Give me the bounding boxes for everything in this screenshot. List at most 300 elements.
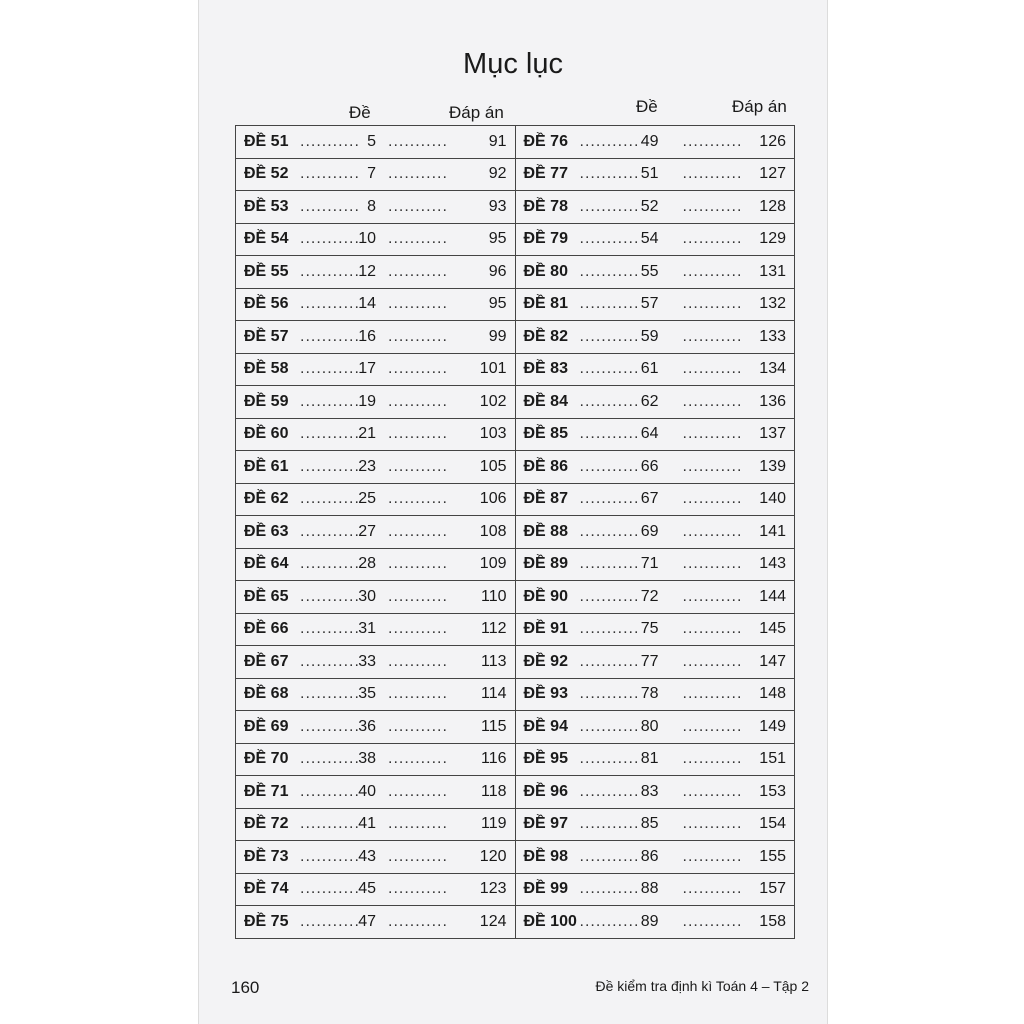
table-row bbox=[236, 613, 795, 646]
table-row bbox=[236, 386, 795, 419]
exam-code: ĐỀ 59 bbox=[244, 392, 289, 410]
exam-code: ĐỀ 92 bbox=[523, 652, 568, 670]
dot-leader: ........... bbox=[388, 880, 448, 898]
dot-leader: ........... bbox=[300, 815, 360, 833]
toc-entry-left bbox=[236, 548, 516, 581]
exam-code: ĐỀ 71 bbox=[244, 782, 289, 800]
toc-entry-right bbox=[515, 483, 795, 516]
exam-code: ĐỀ 57 bbox=[244, 327, 289, 345]
toc-entry-left bbox=[236, 613, 516, 646]
dot-leader: ........... bbox=[579, 132, 640, 150]
dot-leader: ........... bbox=[579, 327, 640, 345]
dot-leader: ........... bbox=[579, 457, 640, 475]
table-row bbox=[236, 678, 795, 711]
dot-leader: ........... bbox=[300, 620, 360, 638]
exam-code: ĐỀ 89 bbox=[523, 555, 568, 573]
toc-entry-left bbox=[236, 841, 516, 874]
answer-page: 102 bbox=[479, 392, 507, 410]
exam-code: ĐỀ 55 bbox=[244, 262, 289, 280]
dot-leader: ........... bbox=[388, 587, 448, 605]
dot-leader: ........... bbox=[388, 750, 448, 768]
dot-leader: ........... bbox=[682, 847, 743, 865]
table-row bbox=[236, 191, 795, 224]
dot-leader: ........... bbox=[388, 685, 448, 703]
exam-code: ĐỀ 79 bbox=[523, 230, 568, 248]
table-row bbox=[236, 808, 795, 841]
table-row bbox=[236, 873, 795, 906]
exam-code: ĐỀ 64 bbox=[244, 555, 289, 573]
question-page: 25 bbox=[358, 490, 376, 508]
toc-entry-right bbox=[515, 841, 795, 874]
dot-leader: ........... bbox=[682, 555, 743, 573]
exam-code: ĐỀ 100 bbox=[523, 912, 577, 930]
answer-page: 154 bbox=[759, 815, 786, 833]
dot-leader: ........... bbox=[300, 197, 360, 215]
dot-leader: ........... bbox=[300, 847, 360, 865]
dot-leader: ........... bbox=[579, 782, 640, 800]
dot-leader: ........... bbox=[300, 165, 360, 183]
exam-code: ĐỀ 65 bbox=[244, 587, 289, 605]
dot-leader: ........... bbox=[682, 912, 743, 930]
dot-leader: ........... bbox=[579, 717, 640, 735]
answer-page: 149 bbox=[759, 717, 786, 735]
page-title: Mục lục bbox=[463, 48, 563, 80]
question-page: 27 bbox=[358, 522, 376, 540]
question-page: 54 bbox=[640, 230, 659, 248]
dot-leader: ........... bbox=[300, 880, 360, 898]
dot-leader: ........... bbox=[579, 425, 640, 443]
answer-page: 103 bbox=[479, 425, 507, 443]
answer-page: 99 bbox=[488, 327, 507, 345]
toc-entry-right bbox=[515, 223, 795, 256]
dot-leader: ........... bbox=[388, 360, 448, 378]
answer-page: 140 bbox=[759, 490, 786, 508]
toc-entry-left bbox=[236, 288, 516, 321]
toc-entry-left bbox=[236, 386, 516, 419]
exam-code: ĐỀ 86 bbox=[523, 457, 568, 475]
dot-leader: ........... bbox=[579, 197, 640, 215]
exam-code: ĐỀ 94 bbox=[523, 717, 568, 735]
answer-page: 105 bbox=[479, 457, 507, 475]
dot-leader: ........... bbox=[388, 392, 448, 410]
document-page bbox=[198, 0, 828, 1024]
question-page: 59 bbox=[640, 327, 659, 345]
dot-leader: ........... bbox=[388, 815, 448, 833]
question-page: 89 bbox=[640, 912, 659, 930]
dot-leader: ........... bbox=[682, 197, 743, 215]
toc-entry-right bbox=[515, 386, 795, 419]
exam-code: ĐỀ 56 bbox=[244, 295, 289, 313]
answer-page: 123 bbox=[479, 880, 507, 898]
toc-entry-left bbox=[236, 743, 516, 776]
toc-entry-left bbox=[236, 191, 516, 224]
dot-leader: ........... bbox=[300, 132, 360, 150]
question-page: 88 bbox=[640, 880, 659, 898]
toc-entry-left bbox=[236, 256, 516, 289]
table-row bbox=[236, 223, 795, 256]
question-page: 49 bbox=[640, 132, 659, 150]
question-page: 38 bbox=[358, 750, 376, 768]
dot-leader: ........... bbox=[682, 685, 743, 703]
dot-leader: ........... bbox=[579, 165, 640, 183]
dot-leader: ........... bbox=[579, 847, 640, 865]
question-page: 86 bbox=[640, 847, 659, 865]
dot-leader: ........... bbox=[388, 425, 448, 443]
dot-leader: ........... bbox=[388, 847, 448, 865]
question-page: 51 bbox=[640, 165, 659, 183]
dot-leader: ........... bbox=[300, 490, 360, 508]
answer-page: 129 bbox=[759, 230, 786, 248]
dot-leader: ........... bbox=[300, 230, 360, 248]
table-row bbox=[236, 256, 795, 289]
table-row bbox=[236, 288, 795, 321]
question-page: 85 bbox=[640, 815, 659, 833]
toc-entry-left bbox=[236, 353, 516, 386]
dot-leader: ........... bbox=[682, 425, 743, 443]
dot-leader: ........... bbox=[579, 750, 640, 768]
table-row bbox=[236, 451, 795, 484]
question-page: 21 bbox=[358, 425, 376, 443]
table-row bbox=[236, 158, 795, 191]
question-page: 30 bbox=[358, 587, 376, 605]
toc-entry-right bbox=[515, 516, 795, 549]
question-page: 75 bbox=[640, 620, 659, 638]
exam-code: ĐỀ 53 bbox=[244, 197, 289, 215]
toc-entry-right bbox=[515, 158, 795, 191]
answer-page: 108 bbox=[479, 522, 507, 540]
table-row bbox=[236, 743, 795, 776]
exam-code: ĐỀ 51 bbox=[244, 132, 289, 150]
dot-leader: ........... bbox=[300, 360, 360, 378]
answer-page: 141 bbox=[759, 522, 786, 540]
question-page: 81 bbox=[640, 750, 659, 768]
dot-leader: ........... bbox=[579, 587, 640, 605]
exam-code: ĐỀ 66 bbox=[244, 620, 289, 638]
answer-page: 133 bbox=[759, 327, 786, 345]
question-page: 67 bbox=[640, 490, 659, 508]
toc-entry-right bbox=[515, 321, 795, 354]
answer-page: 118 bbox=[480, 782, 507, 800]
question-page: 16 bbox=[358, 327, 376, 345]
toc-entry-right bbox=[515, 418, 795, 451]
dot-leader: ........... bbox=[579, 230, 640, 248]
dot-leader: ........... bbox=[300, 717, 360, 735]
dot-leader: ........... bbox=[579, 652, 640, 670]
header-de-left: Đề bbox=[349, 103, 371, 122]
toc-entry-right bbox=[515, 191, 795, 224]
question-page: 72 bbox=[640, 587, 659, 605]
question-page: 7 bbox=[367, 165, 376, 183]
dot-leader: ........... bbox=[388, 912, 448, 930]
exam-code: ĐỀ 72 bbox=[244, 815, 289, 833]
table-row bbox=[236, 516, 795, 549]
exam-code: ĐỀ 76 bbox=[523, 132, 568, 150]
dot-leader: ........... bbox=[300, 327, 360, 345]
dot-leader: ........... bbox=[388, 327, 448, 345]
dot-leader: ........... bbox=[682, 360, 743, 378]
dot-leader: ........... bbox=[388, 230, 448, 248]
dot-leader: ........... bbox=[388, 132, 448, 150]
toc-entry-left bbox=[236, 516, 516, 549]
answer-page: 144 bbox=[759, 587, 786, 605]
dot-leader: ........... bbox=[682, 652, 743, 670]
answer-page: 153 bbox=[759, 782, 786, 800]
toc-entry-right bbox=[515, 776, 795, 809]
dot-leader: ........... bbox=[682, 392, 743, 410]
toc-entry-right bbox=[515, 743, 795, 776]
answer-page: 115 bbox=[480, 717, 507, 735]
toc-entry-left bbox=[236, 808, 516, 841]
toc-entry-left bbox=[236, 223, 516, 256]
question-page: 14 bbox=[358, 295, 376, 313]
dot-leader: ........... bbox=[388, 717, 448, 735]
dot-leader: ........... bbox=[388, 165, 448, 183]
table-row bbox=[236, 581, 795, 614]
dot-leader: ........... bbox=[682, 620, 743, 638]
question-page: 77 bbox=[640, 652, 659, 670]
dot-leader: ........... bbox=[682, 165, 743, 183]
exam-code: ĐỀ 68 bbox=[244, 685, 289, 703]
dot-leader: ........... bbox=[579, 360, 640, 378]
toc-entry-right bbox=[515, 646, 795, 679]
question-page: 19 bbox=[358, 392, 376, 410]
toc-entry-left bbox=[236, 776, 516, 809]
table-row bbox=[236, 126, 795, 159]
exam-code: ĐỀ 58 bbox=[244, 360, 289, 378]
header-dap-an-right: Đáp án bbox=[732, 97, 787, 116]
dot-leader: ........... bbox=[300, 912, 360, 930]
dot-leader: ........... bbox=[682, 522, 743, 540]
question-page: 43 bbox=[358, 847, 376, 865]
dot-leader: ........... bbox=[682, 230, 743, 248]
question-page: 78 bbox=[640, 685, 659, 703]
dot-leader: ........... bbox=[682, 490, 743, 508]
toc-entry-left bbox=[236, 451, 516, 484]
table-row bbox=[236, 483, 795, 516]
exam-code: ĐỀ 78 bbox=[523, 197, 568, 215]
answer-page: 91 bbox=[488, 132, 507, 150]
exam-code: ĐỀ 70 bbox=[244, 750, 289, 768]
question-page: 35 bbox=[358, 685, 376, 703]
answer-page: 112 bbox=[480, 620, 507, 638]
dot-leader: ........... bbox=[300, 522, 360, 540]
answer-page: 106 bbox=[479, 490, 507, 508]
dot-leader: ........... bbox=[300, 262, 360, 280]
table-row bbox=[236, 353, 795, 386]
dot-leader: ........... bbox=[579, 490, 640, 508]
answer-page: 143 bbox=[759, 555, 786, 573]
exam-code: ĐỀ 54 bbox=[244, 230, 289, 248]
exam-code: ĐỀ 90 bbox=[523, 587, 568, 605]
toc-entry-left bbox=[236, 678, 516, 711]
exam-code: ĐỀ 93 bbox=[523, 685, 568, 703]
question-page: 17 bbox=[358, 360, 376, 378]
answer-page: 158 bbox=[759, 912, 786, 930]
dot-leader: ........... bbox=[300, 587, 360, 605]
dot-leader: ........... bbox=[300, 652, 360, 670]
dot-leader: ........... bbox=[579, 295, 640, 313]
dot-leader: ........... bbox=[682, 457, 743, 475]
exam-code: ĐỀ 96 bbox=[523, 782, 568, 800]
exam-code: ĐỀ 88 bbox=[523, 522, 568, 540]
answer-page: 101 bbox=[479, 360, 507, 378]
question-page: 61 bbox=[640, 360, 659, 378]
dot-leader: ........... bbox=[300, 457, 360, 475]
exam-code: ĐỀ 61 bbox=[244, 457, 289, 475]
dot-leader: ........... bbox=[300, 750, 360, 768]
toc-entry-right bbox=[515, 873, 795, 906]
question-page: 36 bbox=[358, 717, 376, 735]
exam-code: ĐỀ 67 bbox=[244, 652, 289, 670]
toc-entry-right bbox=[515, 548, 795, 581]
question-page: 8 bbox=[367, 197, 376, 215]
exam-code: ĐỀ 81 bbox=[523, 295, 568, 313]
toc-entry-left bbox=[236, 321, 516, 354]
dot-leader: ........... bbox=[300, 782, 360, 800]
answer-page: 145 bbox=[759, 620, 786, 638]
answer-page: 119 bbox=[480, 815, 507, 833]
table-row bbox=[236, 646, 795, 679]
question-page: 57 bbox=[640, 295, 659, 313]
answer-page: 127 bbox=[759, 165, 786, 183]
question-page: 47 bbox=[358, 912, 376, 930]
toc-entry-right bbox=[515, 711, 795, 744]
dot-leader: ........... bbox=[579, 555, 640, 573]
question-page: 40 bbox=[358, 782, 376, 800]
answer-page: 120 bbox=[479, 847, 507, 865]
dot-leader: ........... bbox=[388, 490, 448, 508]
answer-page: 95 bbox=[488, 230, 507, 248]
table-row bbox=[236, 906, 795, 939]
dot-leader: ........... bbox=[388, 522, 448, 540]
dot-leader: ........... bbox=[682, 327, 743, 345]
header-dap-an-left: Đáp án bbox=[449, 103, 504, 122]
answer-page: 157 bbox=[759, 880, 786, 898]
toc-entry-left bbox=[236, 158, 516, 191]
question-page: 52 bbox=[640, 197, 659, 215]
dot-leader: ........... bbox=[682, 880, 743, 898]
toc-entry-left bbox=[236, 906, 516, 939]
dot-leader: ........... bbox=[682, 717, 743, 735]
toc-entry-left bbox=[236, 483, 516, 516]
question-page: 62 bbox=[640, 392, 659, 410]
dot-leader: ........... bbox=[682, 262, 743, 280]
exam-code: ĐỀ 85 bbox=[523, 425, 568, 443]
dot-leader: ........... bbox=[682, 815, 743, 833]
answer-page: 116 bbox=[480, 750, 507, 768]
answer-page: 136 bbox=[759, 392, 786, 410]
answer-page: 137 bbox=[759, 425, 786, 443]
answer-page: 92 bbox=[488, 165, 507, 183]
question-page: 28 bbox=[358, 555, 376, 573]
question-page: 23 bbox=[358, 457, 376, 475]
toc-entry-right bbox=[515, 678, 795, 711]
dot-leader: ........... bbox=[682, 782, 743, 800]
table-row bbox=[236, 711, 795, 744]
answer-page: 110 bbox=[480, 587, 507, 605]
answer-page: 151 bbox=[759, 750, 786, 768]
question-page: 66 bbox=[640, 457, 659, 475]
answer-page: 114 bbox=[480, 685, 507, 703]
dot-leader: ........... bbox=[579, 620, 640, 638]
exam-code: ĐỀ 95 bbox=[523, 750, 568, 768]
table-row bbox=[236, 776, 795, 809]
dot-leader: ........... bbox=[682, 132, 743, 150]
dot-leader: ........... bbox=[300, 425, 360, 443]
answer-page: 148 bbox=[759, 685, 786, 703]
exam-code: ĐỀ 77 bbox=[523, 165, 568, 183]
question-page: 55 bbox=[640, 262, 659, 280]
exam-code: ĐỀ 83 bbox=[523, 360, 568, 378]
question-page: 69 bbox=[640, 522, 659, 540]
exam-code: ĐỀ 84 bbox=[523, 392, 568, 410]
toc-entry-right bbox=[515, 808, 795, 841]
toc-entry-left bbox=[236, 873, 516, 906]
question-page: 31 bbox=[358, 620, 376, 638]
answer-page: 95 bbox=[488, 295, 507, 313]
answer-page: 93 bbox=[488, 197, 507, 215]
question-page: 64 bbox=[640, 425, 659, 443]
dot-leader: ........... bbox=[300, 685, 360, 703]
exam-code: ĐỀ 60 bbox=[244, 425, 289, 443]
toc-entry-left bbox=[236, 418, 516, 451]
dot-leader: ........... bbox=[388, 555, 448, 573]
toc-entry-right bbox=[515, 126, 795, 159]
toc-entry-right bbox=[515, 613, 795, 646]
answer-page: 131 bbox=[759, 262, 786, 280]
dot-leader: ........... bbox=[682, 295, 743, 313]
exam-code: ĐỀ 98 bbox=[523, 847, 568, 865]
exam-code: ĐỀ 80 bbox=[523, 262, 568, 280]
answer-page: 96 bbox=[488, 262, 507, 280]
contents-table bbox=[235, 125, 795, 939]
toc-entry-right bbox=[515, 353, 795, 386]
question-page: 5 bbox=[367, 132, 376, 150]
question-page: 71 bbox=[640, 555, 659, 573]
toc-entry-left bbox=[236, 581, 516, 614]
toc-entry-left bbox=[236, 126, 516, 159]
exam-code: ĐỀ 63 bbox=[244, 522, 289, 540]
dot-leader: ........... bbox=[388, 295, 448, 313]
toc-entry-left bbox=[236, 646, 516, 679]
question-page: 80 bbox=[640, 717, 659, 735]
question-page: 10 bbox=[358, 230, 376, 248]
answer-page: 126 bbox=[759, 132, 786, 150]
exam-code: ĐỀ 69 bbox=[244, 717, 289, 735]
exam-code: ĐỀ 91 bbox=[523, 620, 568, 638]
dot-leader: ........... bbox=[388, 197, 448, 215]
dot-leader: ........... bbox=[579, 880, 640, 898]
dot-leader: ........... bbox=[579, 912, 640, 930]
dot-leader: ........... bbox=[682, 750, 743, 768]
exam-code: ĐỀ 52 bbox=[244, 165, 289, 183]
header-de-right: Đề bbox=[636, 97, 658, 116]
answer-page: 124 bbox=[479, 912, 507, 930]
toc-entry-left bbox=[236, 711, 516, 744]
exam-code: ĐỀ 87 bbox=[523, 490, 568, 508]
exam-code: ĐỀ 62 bbox=[244, 490, 289, 508]
toc-entry-right bbox=[515, 451, 795, 484]
dot-leader: ........... bbox=[300, 555, 360, 573]
answer-page: 109 bbox=[479, 555, 507, 573]
toc-entry-right bbox=[515, 906, 795, 939]
question-page: 33 bbox=[358, 652, 376, 670]
dot-leader: ........... bbox=[388, 457, 448, 475]
answer-page: 113 bbox=[480, 652, 507, 670]
table-row bbox=[236, 548, 795, 581]
dot-leader: ........... bbox=[579, 262, 640, 280]
question-page: 12 bbox=[358, 262, 376, 280]
